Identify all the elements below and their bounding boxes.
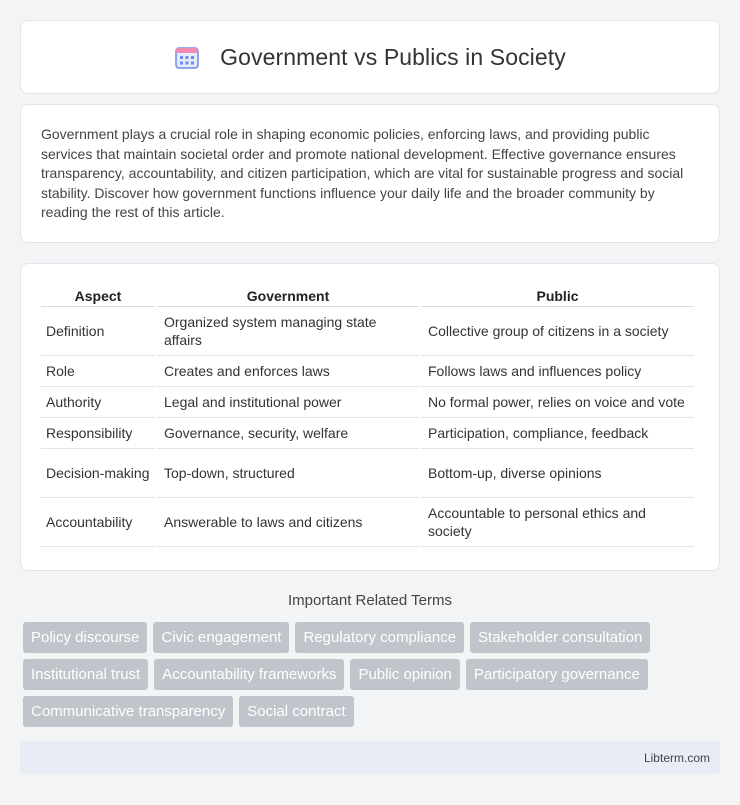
- tag-communicative-transparency[interactable]: Communicative transparency: [23, 696, 233, 727]
- tag-participatory-governance[interactable]: Participatory governance: [466, 659, 648, 690]
- tag-social-contract[interactable]: Social contract: [239, 696, 353, 727]
- row-public: Bottom-up, diverse opinions: [421, 449, 694, 498]
- title-card: [20, 20, 720, 94]
- row-government: Governance, security, welfare: [157, 418, 419, 449]
- calendar-grid-icon: [174, 44, 200, 70]
- row-government: Creates and enforces laws: [157, 356, 419, 387]
- header-public: Public: [421, 286, 694, 307]
- table-row: [41, 307, 694, 356]
- row-public: Follows laws and influences policy: [421, 356, 694, 387]
- table-row: [41, 356, 694, 387]
- row-government: Top-down, structured: [157, 449, 419, 498]
- table-row: [41, 449, 694, 498]
- row-aspect: Authority: [41, 387, 155, 418]
- row-aspect: Accountability: [41, 498, 155, 547]
- tag-public-opinion[interactable]: Public opinion: [350, 659, 459, 690]
- row-public: No formal power, relies on voice and vote: [421, 387, 694, 418]
- related-terms-list: [23, 622, 723, 733]
- row-government: Organized system managing state affairs: [157, 307, 419, 356]
- comparison-table-card: [20, 263, 720, 571]
- comparison-table: [39, 286, 696, 547]
- table-row: [41, 418, 694, 449]
- footer-site-link[interactable]: Libterm.com: [643, 750, 710, 765]
- intro-text: Government plays a crucial role in shaping economic policies, enforcing laws, and providing public services that maintain societal order and promote national development. Effective governance ensures transparency, accountability, and citizen participation, which are vital for sustainable progress and social stability. Discover how government functions influence your daily life and the broader community by reading the rest of this article.: [41, 126, 684, 220]
- footer: [20, 741, 720, 774]
- row-government: Legal and institutional power: [157, 387, 419, 418]
- tag-accountability-frameworks[interactable]: Accountability frameworks: [154, 659, 344, 690]
- table-header-row: [41, 286, 694, 307]
- header-government: Government: [157, 286, 419, 307]
- row-public: Accountable to personal ethics and society: [421, 498, 694, 547]
- related-terms-title: Important Related Terms: [288, 592, 452, 609]
- row-government: Answerable to laws and citizens: [157, 498, 419, 547]
- row-aspect: Role: [41, 356, 155, 387]
- tag-civic-engagement[interactable]: Civic engagement: [153, 622, 289, 653]
- page-title: Government vs Publics in Society: [220, 43, 566, 70]
- intro-card: [20, 104, 720, 243]
- table-row: [41, 387, 694, 418]
- row-aspect: Responsibility: [41, 418, 155, 449]
- header-aspect: Aspect: [41, 286, 155, 307]
- row-aspect: Decision-making: [41, 449, 155, 498]
- table-row: [41, 498, 694, 547]
- row-public: Participation, compliance, feedback: [421, 418, 694, 449]
- tag-stakeholder-consultation[interactable]: Stakeholder consultation: [470, 622, 650, 653]
- tag-regulatory-compliance[interactable]: Regulatory compliance: [295, 622, 464, 653]
- row-public: Collective group of citizens in a society: [421, 307, 694, 356]
- row-aspect: Definition: [41, 307, 155, 356]
- tag-policy-discourse[interactable]: Policy discourse: [23, 622, 147, 653]
- tag-institutional-trust[interactable]: Institutional trust: [23, 659, 148, 690]
